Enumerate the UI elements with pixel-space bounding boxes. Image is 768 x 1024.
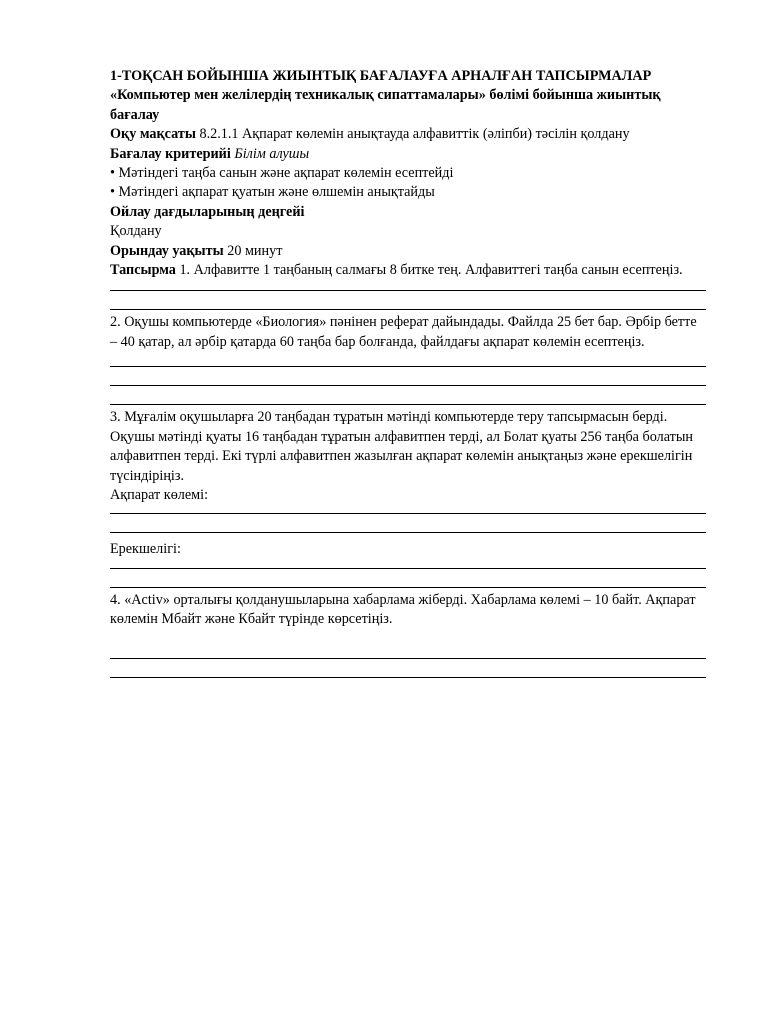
- answer-line: [110, 366, 706, 367]
- thinking-skills-label: Ойлау дағдыларының деңгейі: [110, 203, 305, 220]
- learning-objective-label: Оқу мақсаты: [110, 126, 196, 143]
- answer-line: [110, 532, 706, 533]
- task-label: Тапсырма: [110, 262, 176, 279]
- task-1-text: 1. Алфавитте 1 таңбаның салмағы 8 битке тең. Алфавиттегі таңба санын есептеңіз.: [175, 262, 683, 279]
- task-2-text: 2. Оқушы компьютерде «Биология» пәнінен реферат дайындады. Файлда 25 бет бар. Әрбір бетте – 40 қатар, ал әрбір қатарда 60 таңба бар болғанда, файлдағы ақпарат көлемін есептеңіз.: [110, 314, 697, 350]
- answer-line: [110, 587, 706, 588]
- answer-line: [110, 309, 706, 310]
- criteria-item: • Мәтіндегі ақпарат қуатын және өлшемін анықтайды: [110, 184, 435, 201]
- answer-line: [110, 404, 706, 405]
- task-4-text: 4. «Activ» орталығы қолданушыларына хабарлама жіберді. Хабарлама көлемі – 10 байт. Ақпарат көлемін Мбайт және Кбайт түрінде көрсетіңіз.: [110, 591, 696, 628]
- task-1: [110, 261, 706, 280]
- answer-line: [110, 677, 706, 678]
- thinking-skills-value: Қолдану: [110, 223, 162, 240]
- document-title: 1-ТОҚСАН БОЙЫНША ЖИЫНТЫҚ БАҒАЛАУҒА АРНАЛҒАН ТАПСЫРМАЛАР: [110, 68, 652, 84]
- answer-line: [110, 568, 706, 569]
- task-3-difference-label: Ерекшелігі:: [110, 541, 181, 558]
- execution-time: [110, 242, 706, 261]
- assessment-criteria: [110, 145, 706, 164]
- assessment-criteria-label: Бағалау критерийі: [110, 145, 231, 162]
- task-3-text: 3. Мұғалім оқушыларға 20 таңбадан тұратын мәтінді компьютерде теру тапсырмасын берді. Оқушы мәтінді қуаты 16 таңбадан тұратын алфавитпен терді, ал Болат қуаты 256 таңба болатын алфавитпен терді. Екі түрлі алфавитпен жазылған ақпарат көлемін анықтаңыз және ерекшелігін түсіндіріңіз.: [110, 409, 693, 484]
- answer-line: [110, 290, 706, 291]
- document-subtitle: «Компьютер мен желілердің техникалық сипаттамалары» бөлімі бойынша жиынтық бағалау: [110, 87, 661, 123]
- document-page: [110, 67, 706, 678]
- criteria-item: • Мәтіндегі таңба санын және ақпарат көлемін есептейді: [110, 165, 454, 182]
- execution-time-label: Орындау уақыты: [110, 242, 224, 259]
- learning-objective: [110, 125, 706, 144]
- answer-line: [110, 513, 706, 514]
- execution-time-value: 20 минут: [223, 242, 283, 259]
- answer-line: [110, 658, 706, 659]
- learning-objective-text: 8.2.1.1 Ақпарат көлемін анықтауда алфавиттік (әліпби) тәсілін қолдану: [195, 126, 630, 143]
- assessment-criteria-text: Білім алушы: [230, 145, 310, 162]
- answer-line: [110, 385, 706, 386]
- task-3-volume-label: Ақпарат көлемі:: [110, 486, 209, 503]
